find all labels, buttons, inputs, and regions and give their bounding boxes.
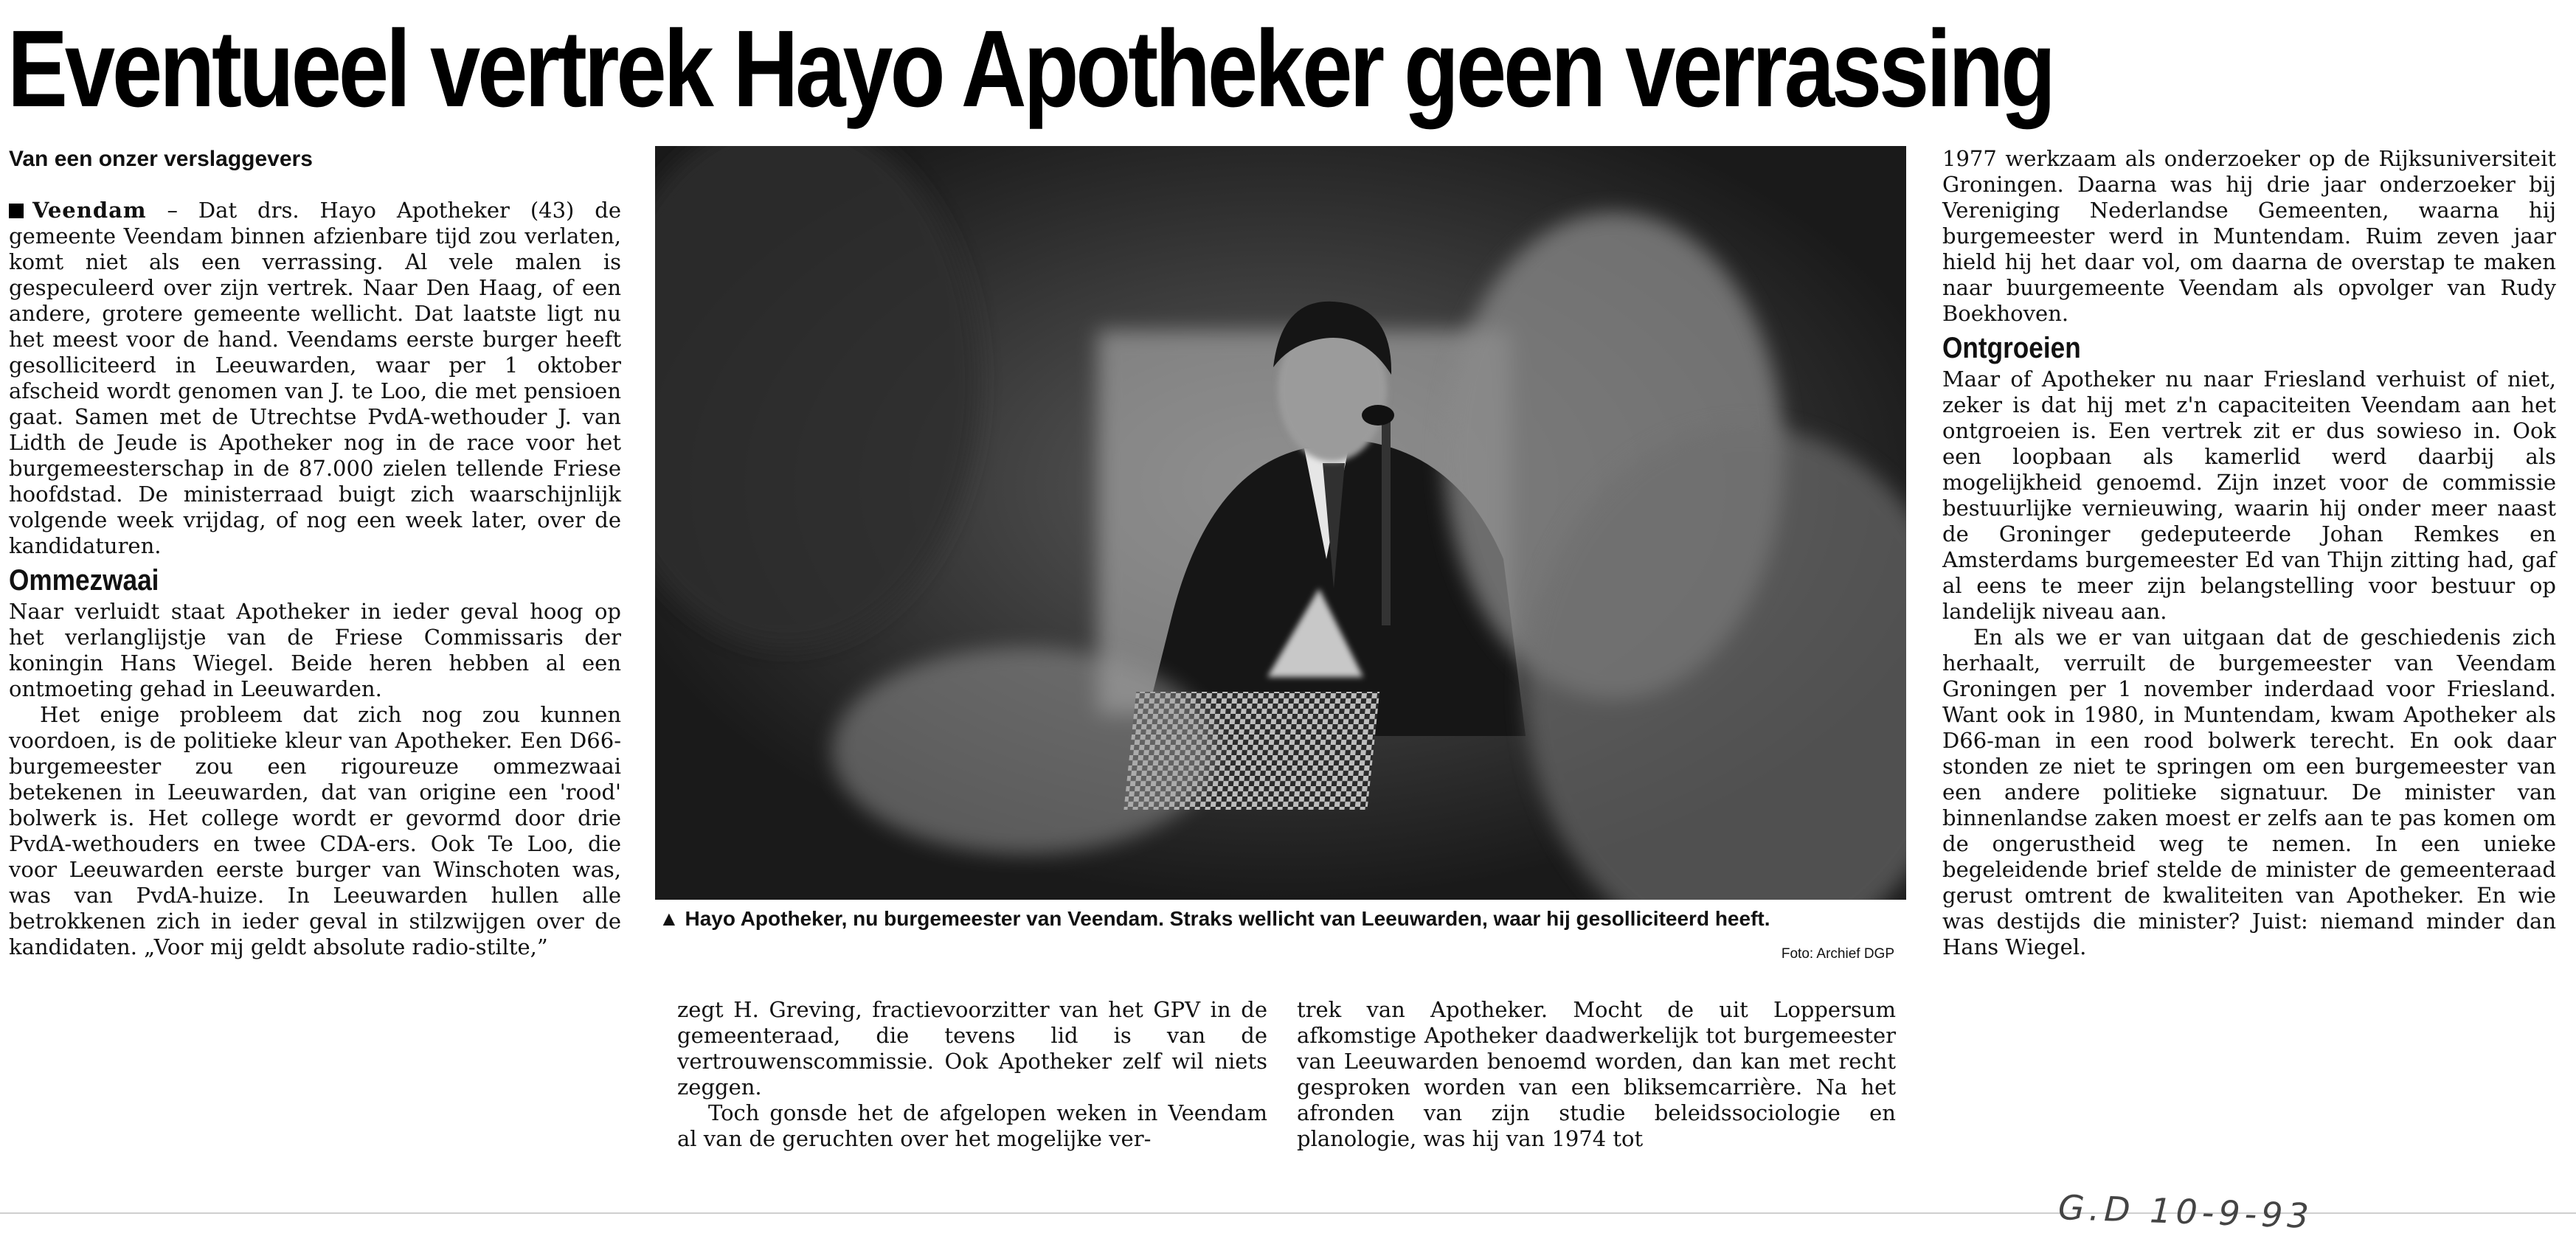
- paragraph: trek van Apotheker. Mocht de uit Loppersum afkomstige Apotheker daadwerkelijk tot burgemeester van Leeuwarden benoemd worden, dan kan met recht gesproken worden van een bliksemcarrière. Na het afronden van zijn studie beleidssociologie en planologie, was hij van 1974 tot: [1297, 997, 1896, 1151]
- subheading-ommezwaai: Ommezwaai: [9, 564, 159, 597]
- paragraph: Toch gonsde het de afgelopen weken in Veendam al van de geruchten over het mogelijke ver-: [677, 1100, 1267, 1151]
- subheading-ontgroeien: Ontgroeien: [1942, 332, 2081, 364]
- photo-caption: ▲ Hayo Apotheker, nu burgemeester van Veendam. Straks wellicht van Leeuwarden, waar hij gesolliciteerd heeft.: [659, 907, 1770, 930]
- paragraph: Het enige probleem dat zich nog zou kunnen voordoen, is de politieke kleur van Apotheker. Een D66-burgemeester zou een rigoureuze ommezwaai betekenen in Leeuwarden, dat van origine een 'rood' bolwerk is. Het college wordt er gevormd door drie PvdA-wethouders en twee CDA-ers. Ook Te Loo, die voor Leeuwarden eerste burger van Winschoten was, was van PvdA-huize. In Leeuwarden hullen alle betrokkenen zich in ieder geval in stilzwijgen over de kandidaten. „Voor mij geldt absolute radio-stilte,”: [9, 702, 621, 959]
- article-column-4: [1942, 146, 2556, 960]
- paragraph: zegt H. Greving, fractievoorzitter van het GPV in de gemeenteraad, die tevens lid is van de vertrouwenscommissie. Ook Apotheker zelf wil niets zeggen.: [677, 997, 1267, 1100]
- paragraph: Naar verluidt staat Apotheker in ieder geval hoog op het verlanglijstje van de Friese Commissaris der koningin Hans Wiegel. Beide heren hebben al een ontmoeting gehad in Leeuwarden.: [9, 599, 621, 701]
- paragraph: Maar of Apotheker nu naar Friesland verhuist of niet, zeker is dat hij met z'n capaciteiten Veendam aan het ontgroeien is. Een vertrek zit er dus sowieso in. Ook een loopbaan als kamerlid werd daarbij als mogelijkheid genoemd. Zijn inzet voor de commissie bestuurlijke vernieuwing, waarin hij onder meer naast de Groninger gedeputeerde Johan Remkes en Amsterdams burgemeester Ed van Thijn zitting had, gaf al eens te meer zijn belangstelling voor bestuur op landelijk niveau aan.: [1942, 367, 2556, 624]
- handwritten-date-note: G.D 10-9-93: [2057, 1187, 2314, 1236]
- byline: Van een onzer verslaggevers: [9, 147, 313, 171]
- article-column-3: [1297, 997, 1896, 1152]
- paragraph: 1977 werkzaam als onderzoeker op de Rijksuniversiteit Groningen. Daarna was hij drie jaar onderzoeker bij Vereniging Nederlandse Gemeenten, waarna hij burgemeester werd in Muntendam. Ruim zeven jaar hield hij het daar vol, om daarna de overstap te maken naar buurgemeente Veendam als opvolger van Rudy Boekhoven.: [1942, 146, 2556, 326]
- article-column-1: [9, 198, 621, 960]
- paragraph-text: – Dat drs. Hayo Apotheker (43) de gemeente Veendam binnen afzienbare tijd zou verlaten, komt niet als een verrassing. Al vele malen is gespeculeerd over zijn vertrek. Naar Den Haag, of een andere, grotere gemeente wellicht. Dat laatste ligt nu het meest voor de hand. Veendams eerste burger heeft gesolliciteerd in Leeuwarden, waar per 1 oktober afscheid wordt genomen van J. te Loo, die met pensioen gaat. Samen met de Utrechtse PvdA-wethouder J. van Lidth de Jeude is Apotheker nog in de race voor het burgemeesterschap in de 87.000 zielen tellende Friese hoofdstad. De ministerraad buigt zich waarschijnlijk volgende week vrijdag, of nog een week later, over de kandidaturen.: [9, 198, 621, 558]
- paragraph: En als we er van uitgaan dat de geschiedenis zich herhaalt, verruilt de burgemeester van Veendam Groningen per 1 november inderdaad voor Friesland. Want ook in 1980, in Muntendam, kwam Apotheker als D66-man in een rood bolwerk terecht. En ook daar stonden ze niet te springen om een burgemeester van een andere politieke signatuur. De minister van binnenlandse zaken moest er zelfs aan te pas komen om de ongerustheid weg te nemen. In een unieke begeleidende brief stelde de minister de gemeenteraad gerust omtrent de kwaliteiten van Apotheker. En wie was destijds die minister? Juist: niemand minder dan Hans Wiegel.: [1942, 625, 2556, 959]
- headline: Eventueel vertrek Hayo Apotheker geen verrassing: [7, 8, 2053, 130]
- dateline: Veendam: [32, 198, 147, 223]
- article-column-2: [677, 997, 1267, 1152]
- portrait-photo: [655, 146, 1906, 900]
- bullet-square-icon: [9, 204, 24, 218]
- paragraph: [9, 198, 621, 559]
- photo-credit: Foto: Archief DGP: [1781, 946, 1894, 962]
- photo-illustration: [655, 146, 1906, 900]
